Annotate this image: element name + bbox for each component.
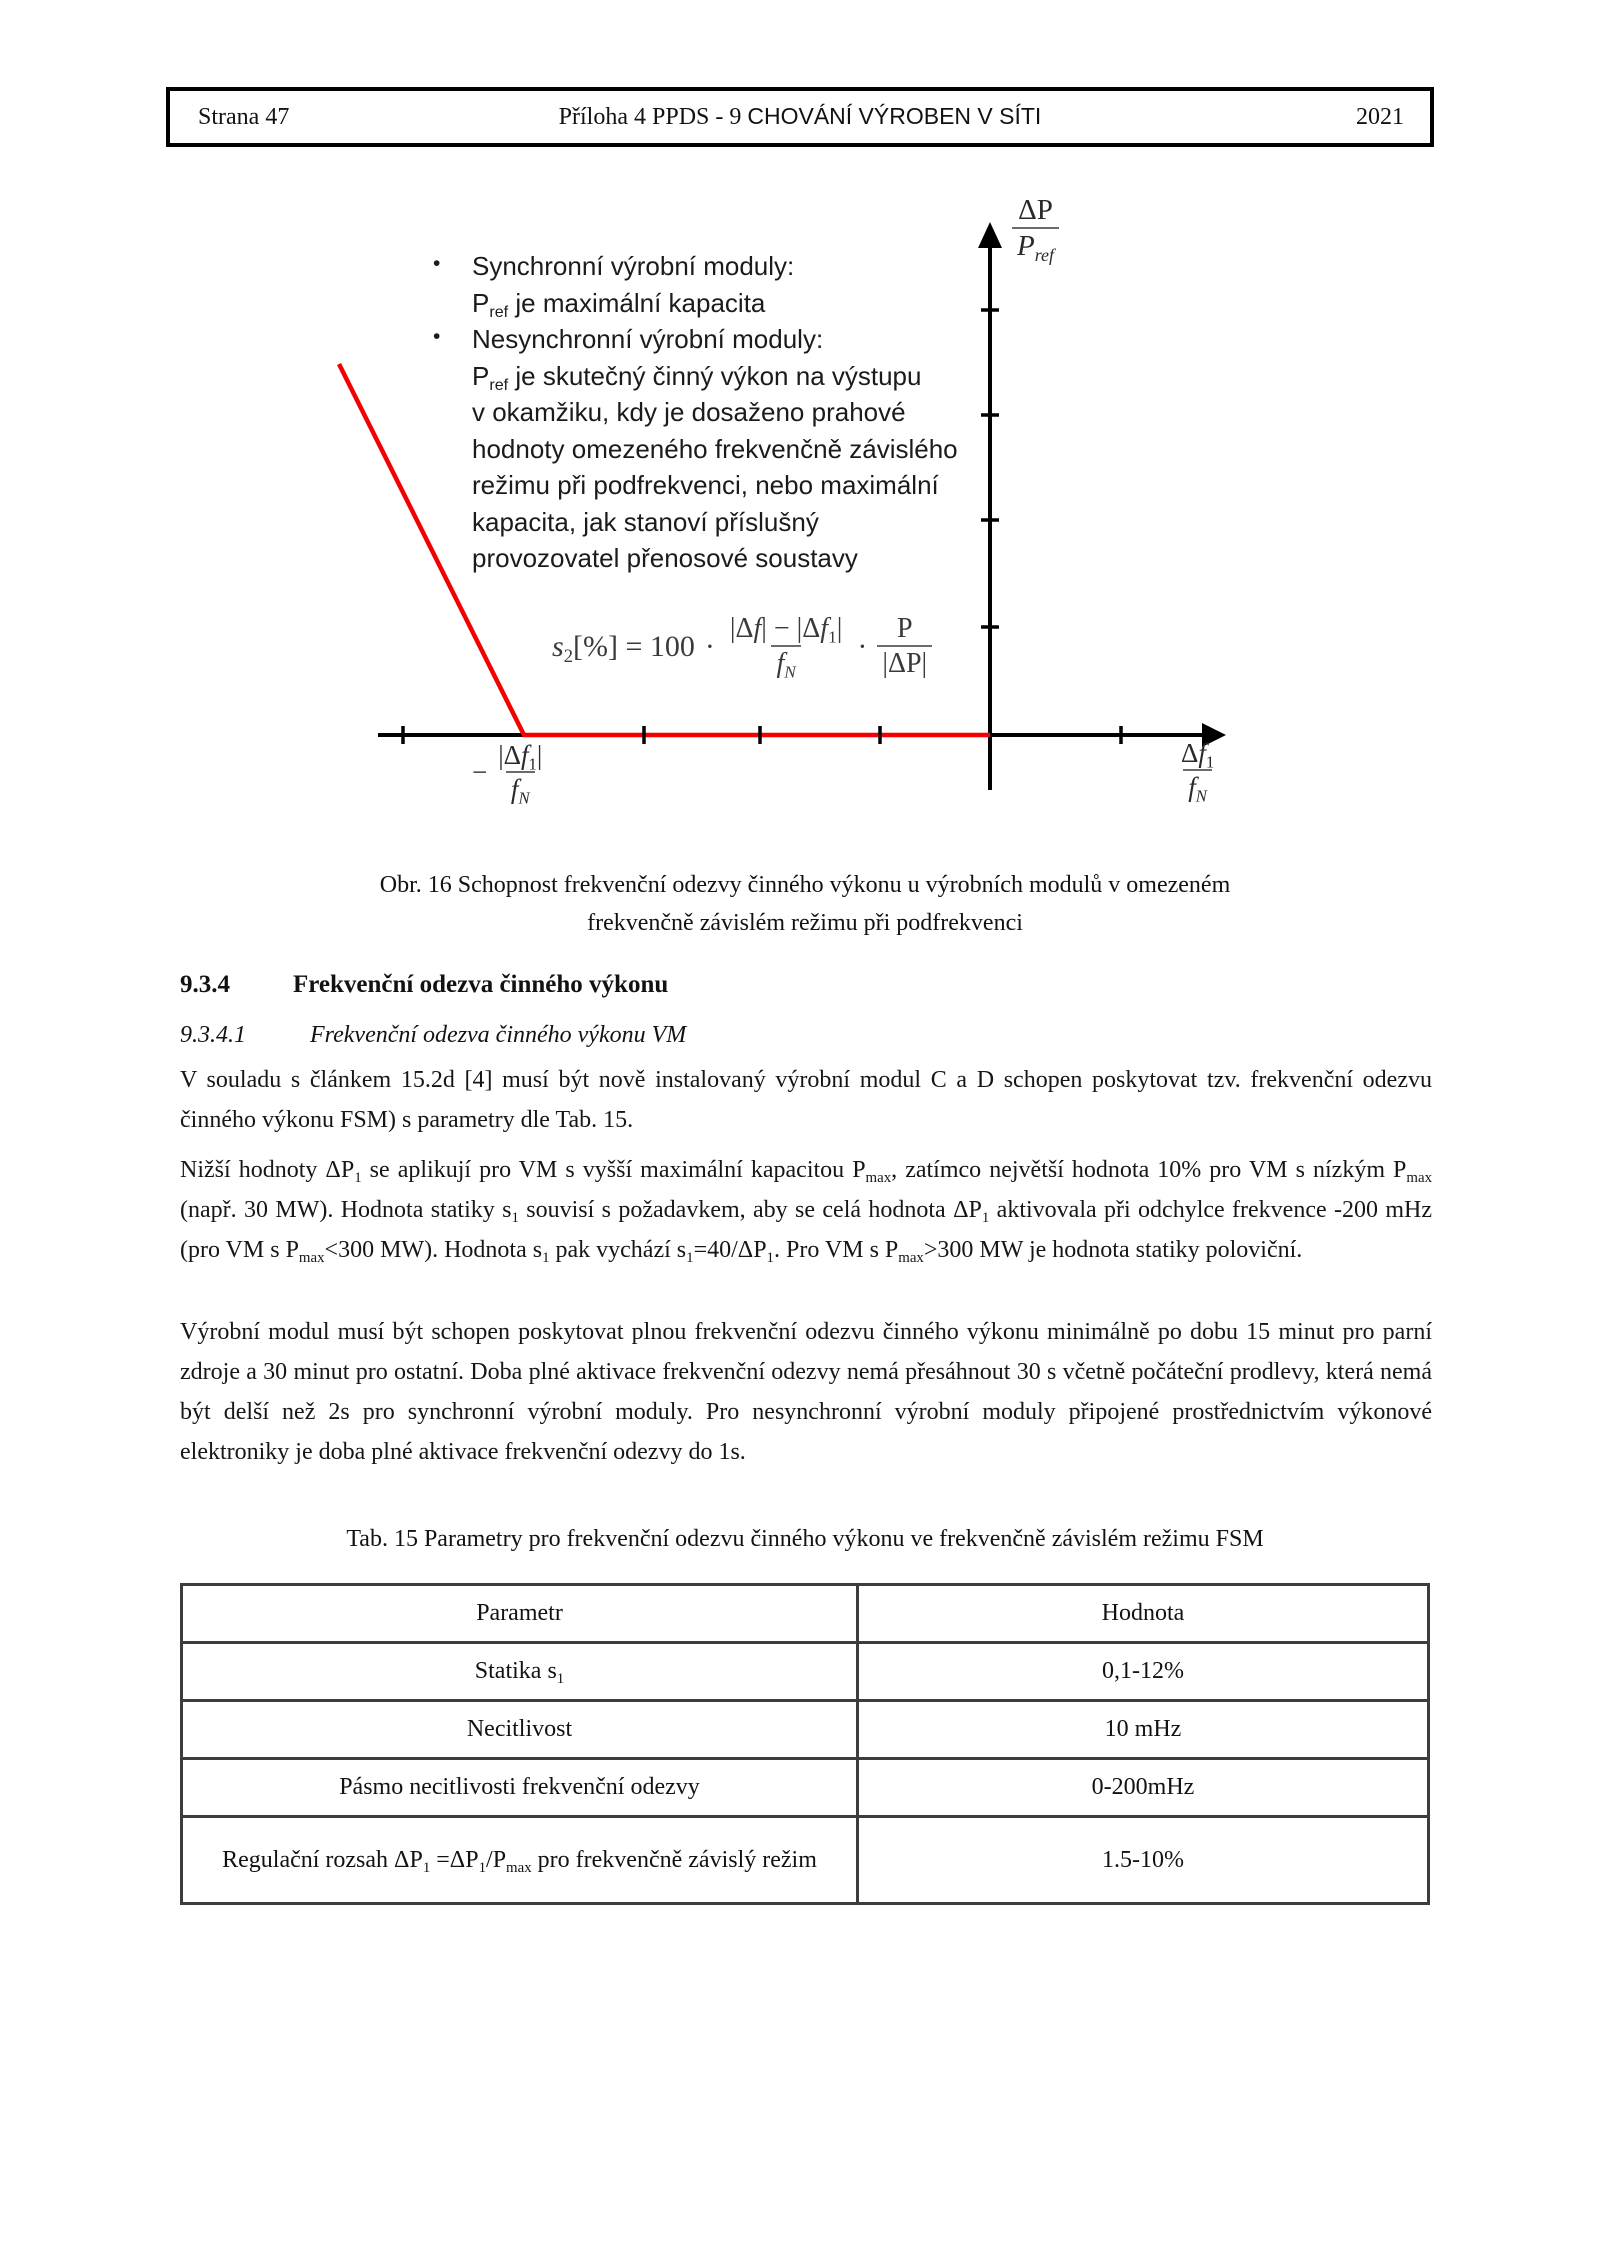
bullet-body-line: Pref je maximální kapacita xyxy=(472,287,766,321)
bullet-body-line: provozovatel přenosové soustavy xyxy=(472,543,858,573)
bullet-body-line: Pref je skutečný činný výkon na výstupu xyxy=(472,360,922,394)
document-title-sans: CHOVÁNÍ VÝROBEN V SÍTI xyxy=(747,103,1042,129)
table-row xyxy=(182,1701,1429,1759)
bullet-body-line: hodnoty omezeného frekvenčně závislého xyxy=(472,433,958,464)
y-axis-arrow xyxy=(978,222,1002,248)
y-axis-label: $\frac{\Delta P}{\text{Pref}}$ xyxy=(1012,194,1059,264)
bullet-label: Nesynchronní výrobní moduly: xyxy=(472,324,824,354)
figure-caption-line2: frekvenčně závislém režimu při podfrekvenci xyxy=(587,910,1023,936)
bullet-body-line: režimu při podfrekvenci, nebo maximální xyxy=(472,470,939,500)
table-row xyxy=(182,1759,1429,1817)
multiply-dot: · xyxy=(857,629,868,663)
table-caption: Tab. 15 Parametry pro frekvenční odezvu činného výkonu ve frekvenčně závislém režimu FSM xyxy=(346,1526,1264,1552)
table-cell-value: 0-200mHz xyxy=(858,1759,1429,1817)
table-header-row xyxy=(182,1585,1429,1643)
table-header-param: Parametr xyxy=(182,1585,858,1643)
section-number: 9.3.4 xyxy=(180,971,230,998)
bullet-body-line: v okamžiku, kdy je dosaženo prahové xyxy=(472,397,906,427)
table-cell-value: 1.5-10% xyxy=(858,1817,1429,1904)
formula-fraction: $\frac{|\Delta f| - |\Delta f1|}{fN}$ xyxy=(729,613,843,682)
multiply-dot: · xyxy=(704,629,715,663)
statics-formula xyxy=(552,613,932,680)
minus-sign: − xyxy=(472,757,488,788)
bullet-item xyxy=(425,248,1025,285)
page-number: Strana 47 xyxy=(198,103,290,130)
table-cell-param: Statika s1 xyxy=(182,1643,858,1701)
paragraph: Výrobní modul musí být schopen poskytovat plnou frekvenční odezvu činného výkonu minimálně po dobu 15 minut pro parní zdroje a 30 minut pro ostatní. Doba plné aktivace frekvenční odezvy nemá přesáhnout 30 s včetně počáteční prodlevy, která nemá být delší než 2s pro synchronní výrobní moduly. Pro nesynchronní výrobní moduly připojené prostřednictvím výkonové elektroniky je doba plné aktivace frekvenční odezvy do 1s. xyxy=(180,1319,1432,1465)
x-axis-left-label: − $\frac{|\Delta f1|}{fN}$ xyxy=(472,740,543,808)
subsection-heading xyxy=(180,1022,686,1049)
x-axis-right-label: $\frac{\Delta f1}{fN}$ xyxy=(1181,738,1215,806)
paragraph: Nižší hodnoty ΔP1 se aplikují pro VM s vyšší maximální kapacitou Pmax, zatímco největší hodnota 10% pro VM s nízkým Pmax (např. 30 MW). Hodnota statiky s1 souvisí s požadavkem, aby se celá hodnota ΔP1 aktivovala při odchylce frekvence -200 mHz (pro VM s Pmax<300 MW). Hodnota s1 pak vychází s1=40/ΔP1. Pro VM s Pmax>300 MW je hodnota statiky poloviční. xyxy=(180,1157,1433,1266)
document-title-serif: Příloha 4 PPDS - 9 xyxy=(558,104,748,130)
table-cell-value: 0,1-12% xyxy=(858,1643,1429,1701)
bullet-icon: • xyxy=(433,252,441,275)
figure-caption xyxy=(180,866,1430,942)
section-heading xyxy=(180,971,668,999)
table-header-value: Hodnota xyxy=(858,1585,1429,1643)
page-header xyxy=(166,87,1434,147)
document-title xyxy=(170,103,1430,131)
figure-annotation-list xyxy=(425,248,1025,577)
subsection-number: 9.3.4.1 xyxy=(180,1022,246,1048)
parameters-table xyxy=(180,1583,1430,1905)
subsection-title: Frekvenční odezva činného výkonu VM xyxy=(310,1022,687,1048)
table-row xyxy=(182,1817,1429,1904)
formula-fraction: $\frac{P}{|\Delta P|}$ xyxy=(877,613,932,680)
bullet-item xyxy=(425,321,1025,358)
table-cell-value: 10 mHz xyxy=(858,1701,1429,1759)
paragraph: V souladu s článkem 15.2d [4] musí být nově instalovaný výrobní modul C a D schopen poskytovat tzv. frekvenční odezvu činného výkonu FSM) s parametry dle Tab. 15. xyxy=(180,1067,1432,1133)
bullet-icon: • xyxy=(433,325,441,348)
figure-caption-line1: Obr. 16 Schopnost frekvenční odezvy činného výkonu u výrobních modulů v omezeném xyxy=(379,872,1231,898)
bullet-body-line: kapacita, jak stanoví příslušný xyxy=(472,506,819,537)
table-row xyxy=(182,1643,1429,1701)
table-cell-param: Necitlivost xyxy=(182,1701,858,1759)
year-label: 2021 xyxy=(1356,103,1404,130)
table-cell-param: Regulační rozsah ΔP1 =ΔP1/Pmax pro frekvenčně závislý režim xyxy=(182,1817,858,1904)
bullet-label: Synchronní výrobní moduly: xyxy=(472,251,795,281)
table-cell-param: Pásmo necitlivosti frekvenční odezvy xyxy=(182,1759,858,1817)
formula-lhs: s2[%] = 100 xyxy=(552,629,695,667)
section-title: Frekvenční odezva činného výkonu xyxy=(293,971,669,998)
